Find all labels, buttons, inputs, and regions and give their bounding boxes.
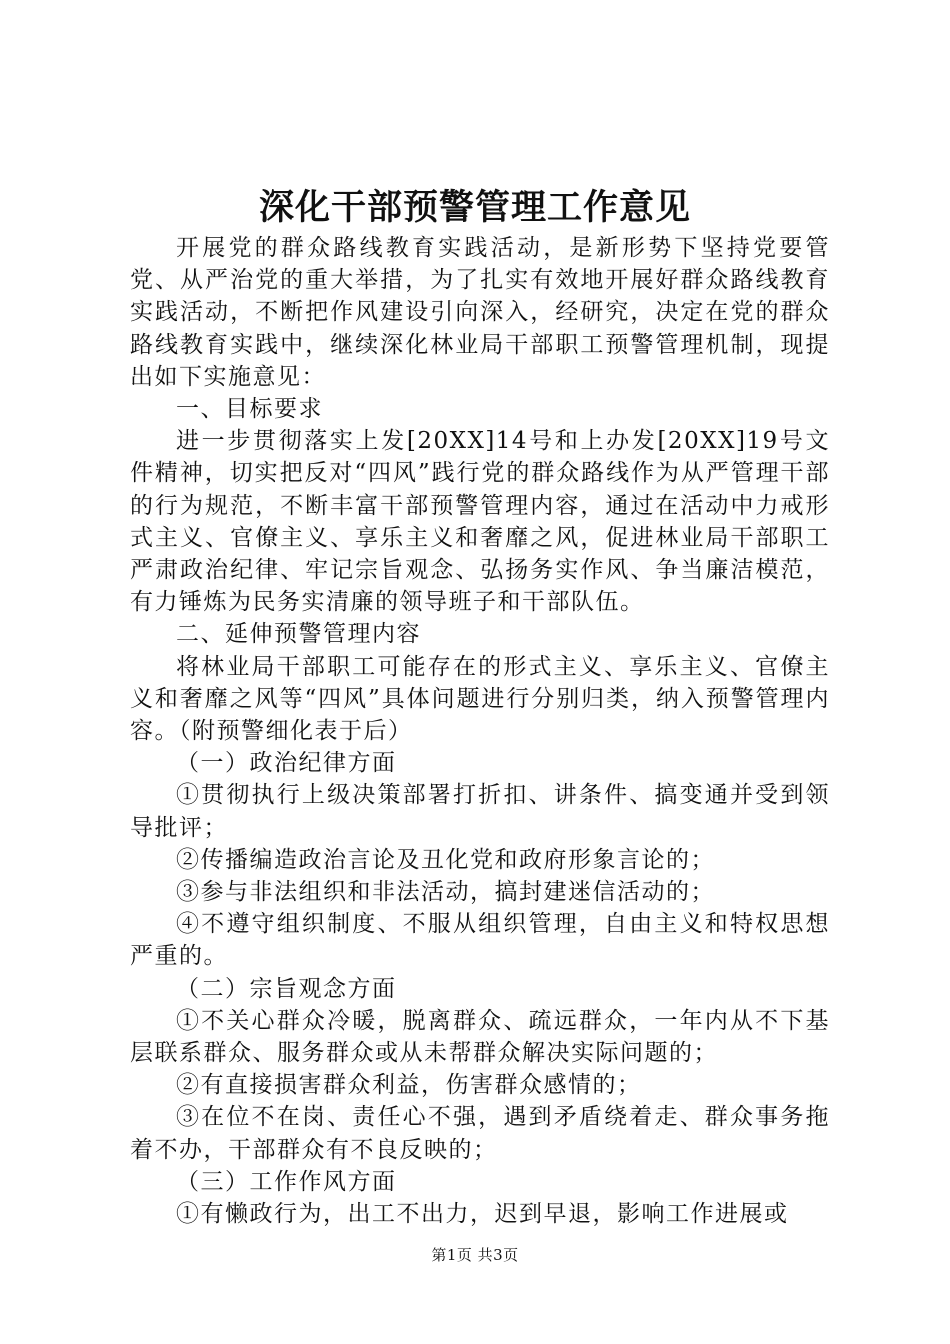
list-item: ④不遵守组织制度、不服从组织管理，自由主义和特权思想严重的。 bbox=[130, 911, 830, 970]
list-item: ①不关心群众冷暖，脱离群众、疏远群众，一年内从不下基层联系群众、服务群众或从未帮群众解决实际问题的； bbox=[130, 1007, 830, 1067]
list-item: ①贯彻执行上级决策部署打折扣、讲条件、搞变通并受到领导批评； bbox=[130, 782, 830, 841]
section-heading-content: 二、延伸预警管理内容 bbox=[176, 621, 421, 648]
list-item: ②传播编造政治言论及丑化党和政府形象言论的； bbox=[176, 846, 715, 873]
section-heading-goals: 一、目标要求 bbox=[176, 396, 323, 423]
paragraph-intro: 开展党的群众路线教育实践活动，是新形势下坚持党要管党、从严治党的重大举措，为了扎实有效地开展好群众路线教育实践活动，不断把作风建设引向深入，经研究，决定在党的群众路线教育实践中，继续深化林业局干部职工预警管理机制，现提出如下实施意见： bbox=[130, 235, 830, 390]
list-item: ②有直接损害群众利益，伤害群众感情的； bbox=[176, 1072, 642, 1099]
list-item: ③参与非法组织和非法活动，搞封建迷信活动的； bbox=[176, 879, 715, 906]
subsection-heading-workstyle: （三）工作作风方面 bbox=[176, 1168, 397, 1195]
subsection-heading-political: （一）政治纪律方面 bbox=[176, 750, 397, 777]
document-title: 深化干部预警管理工作意见 bbox=[258, 187, 691, 228]
list-item: ③在位不在岗、责任心不强，遇到矛盾绕着走、群众事务拖着不办，干部群众有不良反映的； bbox=[130, 1104, 830, 1163]
paragraph-content: 将林业局干部职工可能存在的形式主义、享乐主义、官僚主义和奢靡之风等“四风”具体问题进行分别归类，纳入预警管理内容。（附预警细化表于后） bbox=[130, 653, 830, 745]
paragraph-goals: 进一步贯彻落实上发[20XX]14号和上办发[20XX]19号文件精神，切实把反对“四风”践行党的群众路线作为从严管理干部的行为规范，不断丰富干部预警管理内容，通过在活动中力戒形式主义、官僚主义、享乐主义和奢靡之风，促进林业局干部职工严肃政治纪律、牢记宗旨观念、弘扬务实作风、争当廉洁模范，有力锤炼为民务实清廉的领导班子和干部队伍。 bbox=[130, 428, 830, 616]
list-item: ①有懒政行为，出工不出力，迟到早退，影响工作进展或 bbox=[176, 1201, 789, 1228]
document-body bbox=[130, 232, 830, 1230]
page-footer: 第1页 共3页 bbox=[431, 1246, 519, 1264]
subsection-heading-purpose: （二）宗旨观念方面 bbox=[176, 975, 397, 1002]
